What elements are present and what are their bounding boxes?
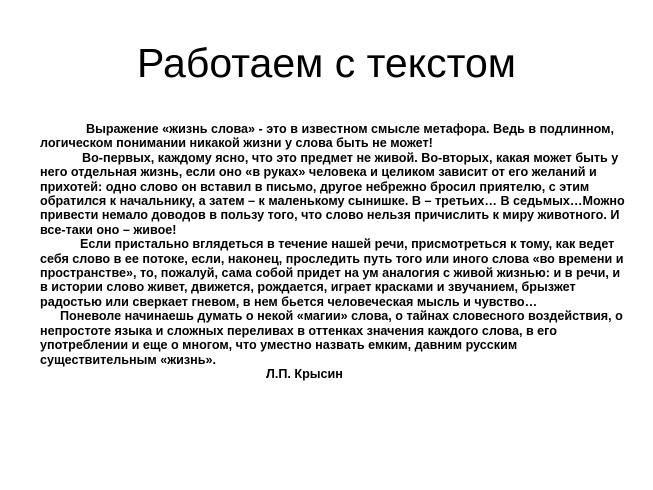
paragraph-3 — [40, 237, 625, 309]
paragraph-2-text: Во-первых, каждому ясно, что это предмет не живой. Во-вторых, какая может быть у него отдельная жизнь, если оно «в руках» человека и целиком зависит от его желаний и прихотей: одно слово он вставил в письмо, другое небрежно бросил приятелю, с этим обратился к начальнику, а затем – к маленькому сынишке. В – третьих… В седьмых…Можно привести немало доводов в пользу того, что слово нельзя причислить к миру животного. И все-таки оно – живое! — [40, 150, 625, 237]
paragraph-4-text: Поневоле начинаешь думать о некой «магии» слова, о тайнах словесного воздействия, о непростоте языка и сложных переливах в оттенках значения каждого слова, в его употреблении и еще о многом, что уместно назвать емким, давним русским существительным «жизнь». — [40, 309, 623, 367]
slide-title: Работаем с текстом — [137, 40, 516, 86]
quote-text-block — [40, 122, 625, 381]
paragraph-1 — [40, 122, 625, 151]
paragraph-3-text: Если пристально вглядеться в течение нашей речи, присмотреться к тому, как ведет себя слово в ее потоке, если, наконец, проследить путь того или иного слова «во времени и пространстве», то, пожалуй, сама собой придет на ум аналогия с живой жизнью: и в речи, и в истории слово живет, движется, рождается, играет красками и звучанием, брызжет радостью или сверкает гневом, в нем бьется человеческая мысль и чувство… — [40, 237, 624, 309]
paragraph-4 — [40, 309, 625, 367]
paragraph-1-text: Выражение «жизнь слова» - это в известном смысле метафора. Ведь в подлинном, логическом понимании никакой жизни у слова быть не может! — [40, 122, 614, 151]
author-signature: Л.П. Крысин — [266, 366, 343, 381]
paragraph-2 — [40, 151, 625, 237]
